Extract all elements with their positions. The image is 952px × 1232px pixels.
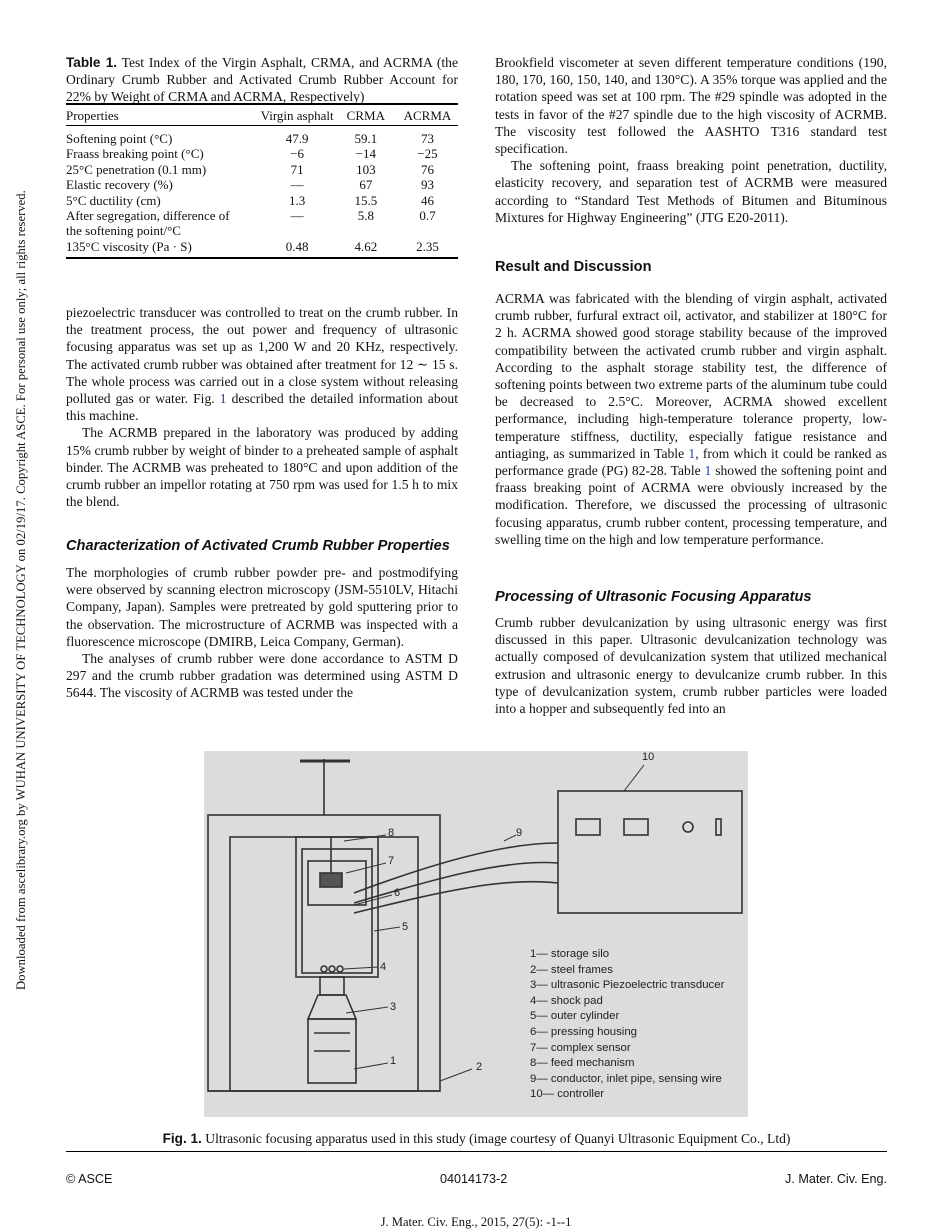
- callout-3: 3: [390, 1001, 397, 1013]
- table-header-cell: Virgin asphalt: [260, 104, 335, 126]
- callout-10: 10: [642, 751, 655, 763]
- download-notice: [0, 0, 28, 1232]
- table-reference[interactable]: 1: [704, 463, 712, 479]
- table-cell: 2.35: [397, 239, 458, 258]
- legend-item: 4— shock pad: [530, 994, 603, 1007]
- callout-1: 1: [390, 1055, 397, 1067]
- footer-rule: [66, 1151, 887, 1152]
- table-cell: 93: [420, 177, 434, 193]
- table-row: [66, 162, 458, 177]
- table-cell: 15.5: [354, 192, 378, 208]
- figure-label: Fig. 1.: [162, 1131, 202, 1146]
- right-column-middle: [495, 290, 887, 548]
- table-label: Table 1.: [66, 55, 118, 70]
- table-caption: [66, 54, 458, 105]
- table-cell: 5.8: [357, 207, 374, 223]
- download-notice-text: Downloaded from ascelibrary.org by WUHAN UNIVERSITY OF TECHNOLOGY on 02/19/17. Copyright ASCE. For personal use only; all rights reserved.: [14, 190, 28, 990]
- paragraph-text: ACRMA was fabricated with the blending of virgin asphalt, activated crumb rubber, furfural extract oil, activator, and stabilizer at 180°C for 2 h. ACRMA showed good storage stability because of the improved compatibility between the activated crumb rubber and virgin asphalt. According to the asphalt storage stability test, the difference of softening points between two extreme parts of the aluminum tube could be decreased to 2.5°C. Moreover, ACRMA showed excellent performance, including high-temperature tolerance property, low-temperature stiffness, ductility, especially fatigue resistance and antiaging, as summarized in Table: [495, 291, 887, 461]
- callout-4: 4: [380, 961, 387, 973]
- table-cell: Fraass breaking point (°C): [66, 146, 204, 162]
- callout-5: 5: [402, 921, 409, 933]
- figure-caption-text: Ultrasonic focusing apparatus used in this study (image courtesy of Quanyi Ultrasonic Equipment Co., Ltd): [205, 1131, 791, 1146]
- callout-8: 8: [388, 827, 395, 839]
- right-column-bottom: [495, 614, 887, 717]
- paragraph-text: , from which it could be ranked as performance grade (PG) 82-28. Table: [495, 445, 887, 479]
- table-cell: 4.62: [335, 239, 397, 258]
- footer-article-id: 04014173-2: [440, 1172, 508, 1186]
- paragraph: Brookfield viscometer at seven different temperature conditions (190, 180, 170, 160, 150, 140, and 130°C). A 35% torque was applied and the rotation speed was set at 100 rpm. The #29 spindle was adopted in the tests in favor of the #27 spindle due to the high viscosity of ACRMB. The viscosity test followed the AASHTO T316 standard test specification.: [495, 55, 887, 157]
- right-column-top: [495, 54, 887, 226]
- left-column-bottom: [66, 564, 458, 702]
- table-cell: 73: [420, 130, 434, 146]
- table-header-cell: Properties: [66, 104, 260, 126]
- table-cell: 46: [420, 192, 434, 208]
- table-cell: Elastic recovery (%): [66, 177, 173, 193]
- table-cell: 47.9: [285, 130, 309, 146]
- table-cell: —: [290, 207, 304, 223]
- legend-item: 1— storage silo: [530, 948, 610, 960]
- paragraph: The softening point, fraass breaking point penetration, ductility, elasticity recovery, and separation test of ACRMB were measured according to “Standard Test Methods of Bitumen and Bituminous Mixtures for Highway Engineering” (JTG E20-2011).: [495, 158, 887, 225]
- table-cell: Softening point (°C): [66, 130, 173, 146]
- legend-item: 8— feed mechanism: [530, 1057, 635, 1070]
- legend-item: 6— pressing housing: [530, 1025, 638, 1038]
- legend-item: 9— conductor, inlet pipe, sensing wire: [530, 1072, 722, 1085]
- table-cell: 71: [290, 161, 304, 177]
- table-cell: 59.1: [354, 130, 378, 146]
- figure-reference[interactable]: 1: [219, 391, 227, 407]
- table-row: [66, 146, 458, 161]
- legend-item: 3— ultrasonic Piezoelectric transducer: [530, 979, 725, 992]
- table-cell: —: [290, 177, 304, 193]
- table-header-row: [66, 104, 458, 126]
- table-cell: 25°C penetration (0.1 mm): [66, 161, 207, 177]
- paragraph: The morphologies of crumb rubber powder pre- and postmodifying were observed by scanning electron microscopy (JSM-5510LV, Hitachi Company, Japan). Samples were pretreated by gold sputtering prior to the observation. The microstructure of ACRMB was inspected with a fluorescence microscope (DMIRB, Leica Company, German).: [66, 565, 458, 649]
- paragraph-text: described the detailed information about this machine.: [66, 391, 458, 424]
- table-cell: 5°C ductility (cm): [66, 192, 161, 208]
- table-cell: 0.7: [419, 207, 436, 223]
- table-row: [66, 131, 458, 146]
- table-header-cell: CRMA: [335, 104, 397, 126]
- callout-6: 6: [394, 887, 401, 899]
- paragraph-text: piezoelectric transducer was controlled to treat on the crumb rubber. In the treatment process, the out power and frequency of ultrasonic focusing apparatus was set up as 1,200 W and 20 KHz, respectively. The activated crumb rubber was obtained after treatment for 12 ∼ 15 s. The whole process was carried out in a close system without releasing polluted gas or water. Fig.: [66, 305, 458, 407]
- legend-item: 5— outer cylinder: [530, 1010, 620, 1023]
- table-cell: 1.3: [288, 192, 306, 208]
- apparatus-figure: [204, 751, 748, 1117]
- callout-9: 9: [516, 827, 523, 839]
- paragraph: The ACRMB prepared in the laboratory was produced by adding 15% crumb rubber by weight of binder to a preheated sample of asphalt binder. The ACRMB was preheated to 180°C and upon addition of the crumb rubber an impellor rotating at 750 rpm was used for 1.5 h to mix the blend.: [66, 425, 458, 510]
- legend-item: 2— steel frames: [530, 963, 613, 976]
- footer-copyright: © ASCE: [66, 1172, 113, 1186]
- table-cell: 67: [359, 177, 373, 193]
- paragraph: Crumb rubber devulcanization by using ultrasonic energy was first discussed in this paper. Ultrasonic devulcanization technology was actually composed of devulcanization system that utilized mechanical extrusion and ultrasonic energy to devulcanize crumb rubber. In this type of devulcanization system, crumb rubber particles were loaded into a hopper and subsequently fed into an: [495, 615, 887, 717]
- table-cell: −6: [290, 146, 305, 162]
- callout-2: 2: [476, 1061, 483, 1073]
- citation-line: J. Mater. Civ. Eng., 2015, 27(5): -1--1: [380, 1215, 572, 1229]
- table-row: [66, 193, 458, 208]
- paragraph: The analyses of crumb rubber were done accordance to ASTM D 297 and the crumb rubber gradation was determined using ASTM D 5644. The viscosity of ACRMB was tested under the: [66, 651, 458, 701]
- callout-7: 7: [388, 855, 395, 867]
- paragraph: [66, 304, 458, 424]
- table-cell: 76: [420, 161, 434, 177]
- table-cell: 103: [356, 161, 376, 177]
- section-heading: Processing of Ultrasonic Focusing Apparatus: [495, 589, 812, 605]
- table-cell: 0.48: [260, 239, 335, 258]
- table-row: [66, 177, 458, 192]
- table-header-cell: ACRMA: [397, 104, 458, 126]
- paragraph: [495, 290, 887, 548]
- section-heading: Characterization of Activated Crumb Rubber Properties: [66, 538, 450, 554]
- table-row: [66, 208, 458, 239]
- table-cell: After segregation, difference of the softening point/°C: [66, 207, 230, 239]
- table-caption-text: Test Index of the Virgin Asphalt, CRMA, and ACRMA (the Ordinary Crumb Rubber and Activated Crumb Rubber Account for 22% by Weight of CRMA and ACRMA, Respectively): [66, 55, 458, 104]
- left-column-top: [66, 304, 458, 510]
- figure-legend: [530, 947, 724, 1103]
- test-index-table: [66, 103, 458, 259]
- table-cell: 135°C viscosity (Pa · S): [66, 239, 260, 258]
- paragraph-text: showed the softening point and fraass breaking point of ACRMA were obviously increased by the modification. Therefore, we discussed the processing of ultrasonic focusing apparatus, crumb rubber content, processing temperature, and swelling time on the high and low temperature performance.: [495, 463, 887, 547]
- table-cell: −14: [355, 146, 376, 162]
- footer-journal: J. Mater. Civ. Eng.: [785, 1172, 887, 1186]
- table-cell: −25: [417, 146, 438, 162]
- table-row: [66, 239, 458, 258]
- table-reference[interactable]: 1: [688, 445, 696, 461]
- legend-item: 7— complex sensor: [530, 1041, 631, 1054]
- section-heading: Result and Discussion: [495, 259, 652, 275]
- figure-caption: [66, 1131, 887, 1147]
- legend-item: 10— controller: [530, 1088, 605, 1101]
